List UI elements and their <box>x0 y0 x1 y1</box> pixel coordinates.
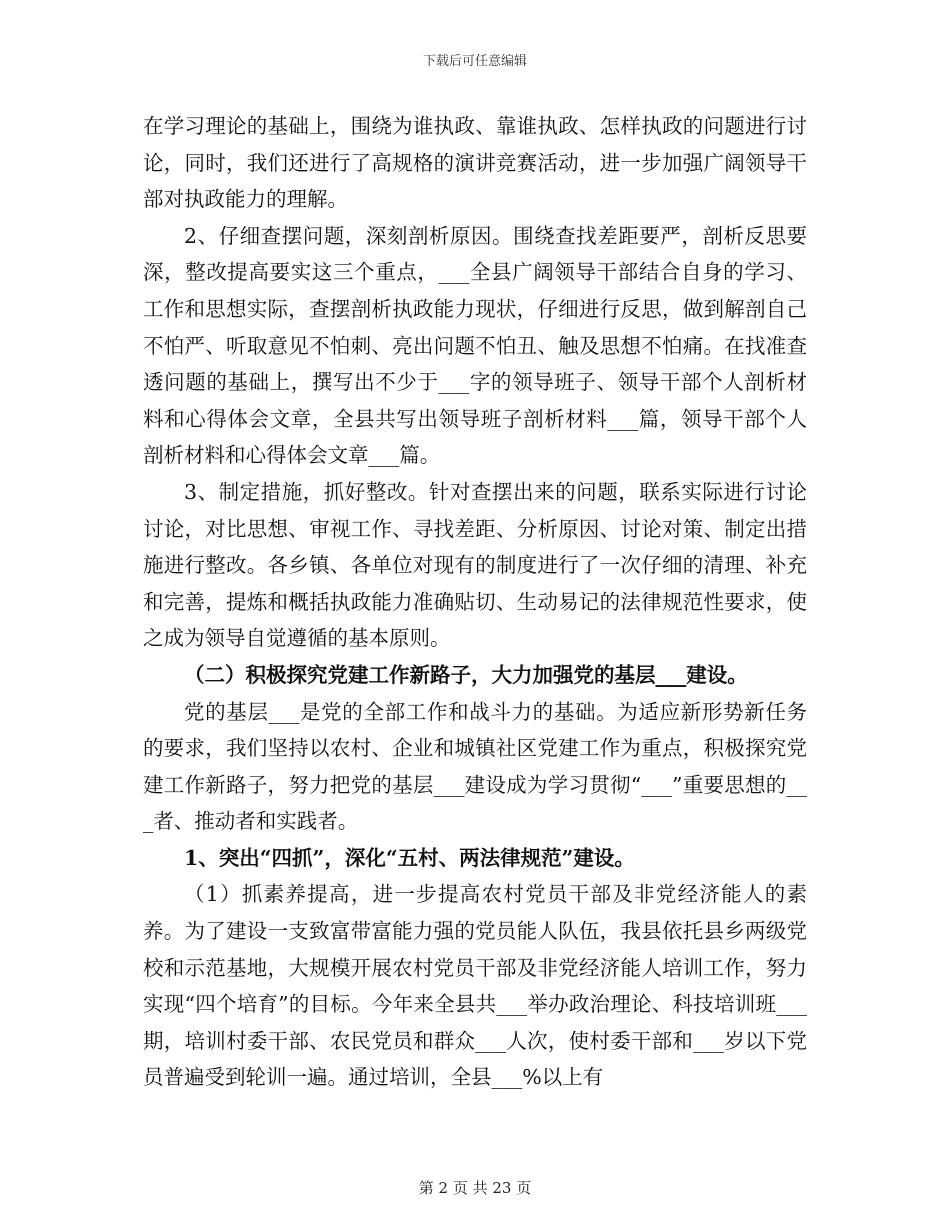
document-body <box>143 108 807 1096</box>
paragraph-item-3: 3、制定措施，抓好整改。针对查摆出来的问题，联系实际进行讨论讨论，对比思想、审视工作、寻找差距、分析原因、讨论对策、制定出措施进行整改。各乡镇、各单位对现有的制度进行了一次仔细的清理、补充和完善，提炼和概括执政能力准确贴切、生动易记的法律规范性要求，使之成为领导自觉遵循的基本原则。 <box>143 479 807 651</box>
paragraph-continuation: 在学习理论的基础上，围绕为谁执政、靠谁执政、怎样执政的问题进行讨论，同时，我们还进行了高规格的演讲竞赛活动，进一步加强广阔领导干部对执政能力的理解。 <box>143 114 807 212</box>
section-heading: （二）积极探究党建工作新路子，大力加强党的基层___建设。 <box>184 662 748 687</box>
page-number: 第 2 页 共 23 页 <box>418 1179 532 1197</box>
paragraph-intro: 党的基层___是党的全部工作和战斗力的基础。为适应新形势新任务的要求，我们坚持以农村、企业和城镇社区党建工作为重点，积极探究党建工作新路子，努力把党的基层___建设成为学习贯彻“___”重要思想的___者、推动者和实践者。 <box>143 699 807 834</box>
paragraph-item-2: 2、仔细查摆问题，深刻剖析原因。围绕查找差距要严，剖析反思要深，整改提高要实这三个重点，___全县广阔领导干部结合自身的学习、工作和思想实际，查摆剖析执政能力现状，仔细进行反思，做到解剖自己不怕严、听取意见不怕刺、亮出问题不怕丑、触及思想不怕痛。在找准查透问题的基础上，撰写出不少于___字的领导班子、领导干部个人剖析材料和心得体会文章，全县共写出领导班子剖析材料___篇，领导干部个人剖析材料和心得体会文章___篇。 <box>143 223 807 468</box>
paragraph-sub-item-1: （1）抓素养提高，进一步提高农村党员干部及非党经济能人的素养。为了建设一支致富带富能力强的党员能人队伍，我县依托县乡两级党校和示范基地，大规模开展农村党员干部及非党经济能人培训工作，努力实现“四个培育”的目标。今年来全县共___举办政治理论、科技培训班___期，培训村委干部、农民党员和群众___人次，使村委干部和___岁以下党员普遍受到轮训一遍。通过培训，全县___%以上有 <box>143 882 807 1090</box>
page-header: 下载后可任意编辑 <box>422 54 527 69</box>
subsection-heading: 1、突出“四抓”，深化“五村、两法律规范”建设。 <box>184 845 635 870</box>
